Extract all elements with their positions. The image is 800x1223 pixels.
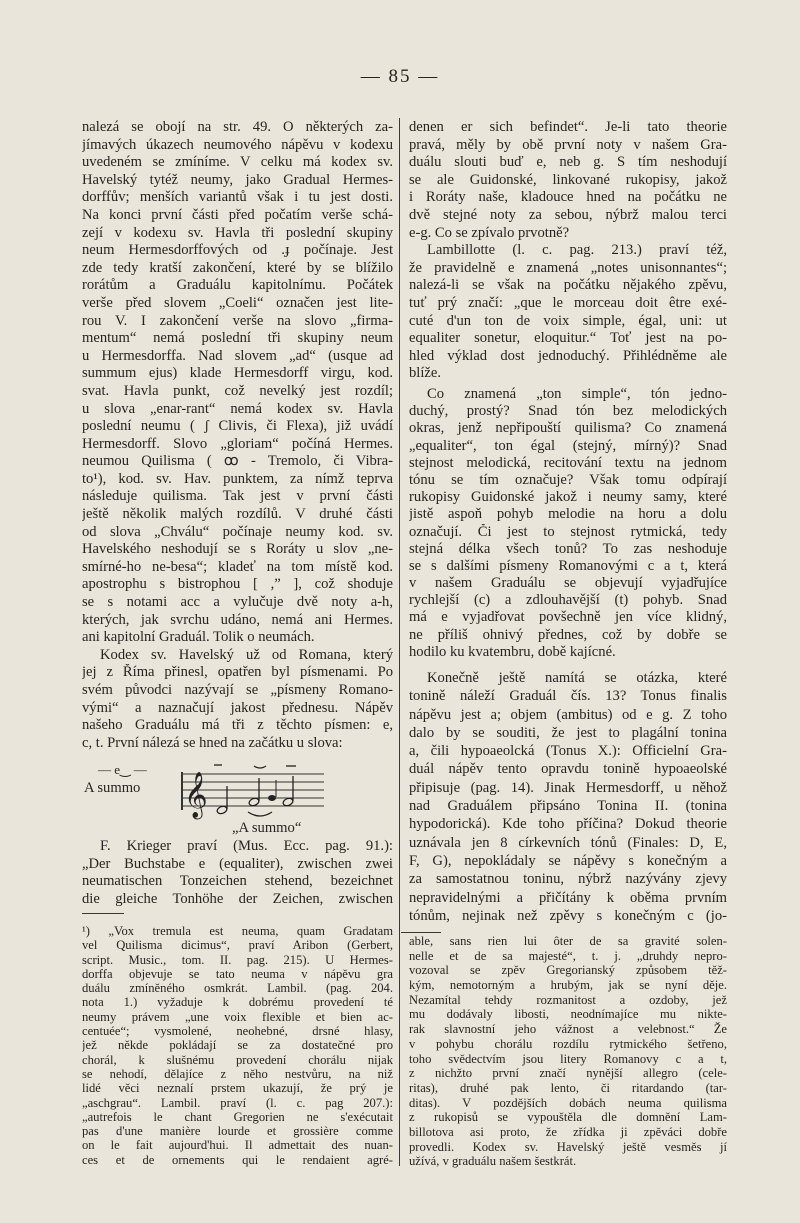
text-line: Na konci první části před počatím verše schá- — [82, 206, 393, 223]
text-line: verše před slovem „Coeli“ označen jest lite- — [82, 294, 393, 311]
text-line: denen er sich befindet“. Je-li tato theorie — [409, 119, 727, 135]
text-line: od slova „Chválu“ počínaje neumy kod. sv. — [82, 523, 393, 540]
text-line: našeho Graduálu má tři z těchto písmen: e, — [82, 717, 393, 734]
text-line: z nichžto první značí nynější allegro (cele- — [409, 1066, 727, 1081]
text-line: ritas), druhé pak lento, či ritardando (tar- — [409, 1080, 727, 1095]
text-line: F, G), nepokládaly se nápěvy s konečným a — [409, 852, 727, 869]
treble-clef-icon: 𝄞 — [184, 772, 208, 818]
text-line: že pravidelně e znamená „notes unisonnantes“; — [409, 259, 727, 276]
text-line: jistě aspoň pohyb melodie na horu a dolu — [409, 506, 727, 523]
text-line: poslední neumu ( ʃ Clivis, či Flexa), již uvádí — [82, 418, 393, 435]
text-line: ještě několik malých rozdílů. V druhé části — [82, 506, 393, 523]
text-line: připisuje (pag. 14). Jinak Hermesdorff, u něhož — [409, 779, 727, 796]
text-line: mu dodávaly libosti, neodnímajíce mu nikte- — [409, 1007, 727, 1022]
text-line: nepravidelnými a přičítány k oběma prvním — [409, 889, 727, 906]
text-line: neumy právem „une voix flexible et bien ac- — [82, 1009, 393, 1024]
text-line: nad Graduálem připsáno Tonina II. (tonina — [409, 798, 727, 815]
text-line: dorffův; menších variantů však i tu jest dosti. — [82, 189, 393, 206]
text-line: mentum“ nemá poslední tři skupiny neum — [82, 330, 393, 347]
text-line: dvě stejné noty za sebou, nýbrž malou terci — [409, 206, 727, 223]
text-line: ces et de ornements qui le rendaient agré- — [82, 1152, 393, 1167]
text-line: nalezá se obojí na str. 49. O některých za- — [82, 119, 393, 135]
text-line: tuť prý značí: „que le morceau doit être exé- — [409, 294, 727, 311]
text-line: rukopisy Guidonské jakož i neumy samy, které — [409, 489, 727, 506]
left-column-text — [82, 119, 393, 752]
neume-label: — e‿ — — [98, 762, 147, 777]
text-line: neum Hermesdorffových od .ɟ počínaje. Jest — [82, 242, 393, 259]
text-line: tónům, nejinak než zpěvy s konečným c (jo- — [409, 907, 727, 924]
text-line: zejí v kodexu sv. Havla tři poslední skupiny — [82, 224, 393, 241]
text-line: duálu slouti buď e, neb g. S tím neshodují — [409, 154, 727, 171]
text-line: pravá, měly by obě první noty v našem Gra- — [409, 136, 727, 153]
text-line: má e vyjadřovat povšechně jen více klidný, — [409, 609, 727, 626]
text-line: i Roráty naše, kladouce hned na počátku ne — [409, 189, 727, 206]
text-line: e-g. Co se zpívalo prvotně? — [409, 224, 570, 241]
text-line: se s notami acc a vylučuje dvě noty a-h, — [82, 594, 393, 611]
text-line: script. Music., tom. II. pag. 215). U Hermes- — [82, 952, 393, 967]
right-column-text-top — [409, 119, 727, 383]
text-line: „aschgrau“. Lambil. praví (l. c. pag 207.): — [82, 1095, 393, 1110]
text-line: užívá, v graduálu našem šestkrát. — [409, 1154, 577, 1169]
page-number: — 85 — — [360, 66, 440, 87]
text-line: smírné-ho ne-besa“; kladeť na tom místě kod. — [82, 558, 393, 575]
text-line: okras, jenž nepřipouští quilisma? Co znamená — [409, 420, 727, 437]
text-line: die gleiche Tonhöhe der Zeichen, zwischen — [82, 890, 393, 907]
text-line: Havelského neshodují se s Roráty u slov „ne- — [82, 541, 393, 558]
text-line: z rukopisů se vypouštěla dle domnění Lam- — [409, 1110, 727, 1125]
text-line: vými“ a naznačují jakost přednesu. Nápěv — [82, 699, 393, 716]
text-line: nota 1.) vyžaduje k dobrému provedení té — [82, 995, 393, 1010]
right-column-text-middle — [409, 386, 727, 661]
text-line: Nezamítal tehdy rozmanitost a ozdoby, jež — [409, 992, 727, 1007]
text-line: Co znamená „ton simple“, tón jedno- — [427, 386, 727, 402]
text-line: stejnost melodická, recitování textu na jednom — [409, 454, 727, 471]
text-line: dorffa objevuje se tato neuma v nápěvu gra — [82, 966, 393, 981]
text-line: vel Quilisma dicimus“, praví Aribon (Gerbert, — [82, 938, 393, 953]
footnote-left — [82, 924, 393, 1167]
krieger-quote — [82, 838, 393, 908]
text-line: uvedeném se zmíníme. V celku má kodex sv. — [82, 154, 393, 171]
text-line: u Hermesdorffa. Nad slovem „ad“ (usque ad — [82, 347, 393, 364]
text-line: hypodorická). Kde toho příčina? Dokud theorie — [409, 816, 727, 833]
text-line: c, t. První nálezá se hned na začátku u slova: — [82, 734, 343, 751]
text-line: able, sans rien lui ôter de sa gravité solen- — [409, 934, 727, 948]
footnote-rule-right — [401, 932, 441, 933]
text-line: uznávala jen 8 církevních tónů (Finales: D, E, — [409, 834, 727, 851]
text-line: Havelský tytéž neumy, jako Gradual Hermes- — [82, 171, 393, 188]
text-line: v našem Graduálu se objevují vyjadřujíce — [409, 575, 727, 592]
text-line: vozoval se zpěv Gregorianský způsobem těž- — [409, 963, 727, 978]
text-line: se nehodí, dělajíce z něho nestvůru, na niž — [82, 1066, 393, 1081]
footnote-rule-left — [82, 913, 124, 914]
text-line: to¹), kod. sv. Hav. punktem, za nímž teprva — [82, 470, 393, 487]
text-line: duchý, prostý? Snad tón bez melodických — [409, 403, 727, 420]
text-line: nelle et de sa majesté“, t. j. „druhdy nepro- — [409, 948, 727, 963]
music-example — [82, 760, 393, 838]
text-line: tonině náleží Graduál čís. 13? Tonus finalis — [409, 688, 727, 705]
text-line: v pohybu chorálu rozdílu rytmického šetřeno, — [409, 1036, 727, 1051]
text-line: svat. Havla punkt, což nevelký jest rozdíl; — [82, 382, 393, 399]
text-line: ani kapitolní Graduál. Tolik o neumách. — [82, 629, 315, 646]
text-line: „equaliter“, ton égal (stejný, mírný)? Snad — [409, 437, 727, 454]
text-line: jej z Říma přinesl, opatřen byl písmenami. Po — [82, 664, 393, 681]
text-line: se s dalšími písmeny Romanovými c a t, která — [409, 557, 727, 574]
text-line: hodilo ku kvatembru, době kajícné. — [409, 643, 616, 660]
text-line: rou V. I zakončení verše na slovo „firma- — [82, 312, 393, 329]
text-line: kterých, jak svrchu udáno, nemá ani Hermes. — [82, 611, 393, 628]
text-line: on le fait aujourd'hui. Il admettait des nuan- — [82, 1138, 393, 1153]
text-line: neumou Quilisma ( ꝏ - Tremolo, či Vibra- — [82, 453, 393, 470]
music-caption: „A summo“ — [232, 820, 302, 836]
text-line: provedli. Kodex sv. Havelský ještě vesměs jí — [409, 1139, 727, 1154]
text-line: svém původci nazývají se „písmeny Romano- — [82, 682, 393, 698]
text-line: „autrefois le chant Gregorien ne s'exécutait — [82, 1109, 393, 1124]
text-line: duál nápěv tento opravdu tonině hypoaeolské — [409, 761, 727, 778]
text-line: za samostatnou toninu, nýbrž nazývány zjevy — [409, 871, 727, 888]
text-line: ditas). V pozdějších dobách neuma quilisma — [409, 1095, 727, 1110]
neume-word: A summo — [84, 780, 141, 796]
text-line: Kodex sv. Havelský už od Romana, který — [100, 646, 393, 663]
text-line: ¹) „Vox tremula est neuma, quam Gradatam — [82, 924, 393, 938]
right-column-text-bottom — [409, 669, 727, 925]
text-line: u slova „enar-rant“ nemá kodex sv. Havla — [82, 400, 393, 417]
text-line: rychlejší (c) a zdlouhavější (t) pohyb. Snad — [409, 592, 727, 609]
text-line: toho svědectvím jsou litery Romanovy c a t, — [409, 1051, 727, 1066]
text-line: centuée“; vysmolené, neohebné, drsné hlasy, — [82, 1024, 393, 1039]
music-staff — [176, 762, 336, 824]
text-line: následuje quilisma. Tak jest v první části — [82, 488, 393, 505]
text-line: nalezá-li se však na počátku nějakého zpěvu, — [409, 277, 727, 294]
text-line: Lambillotte (l. c. pag. 213.) praví též, — [427, 242, 727, 259]
text-line: duálu zmíněného osmkrát. Lambil. (pag. 204. — [82, 981, 393, 996]
text-line: zde tedy kratší zakončení, které by se blížilo — [82, 259, 393, 276]
text-line: hled výklad dost jednoduchý. Přihlédněme ale — [409, 347, 727, 364]
text-line: rak slavnostní jeho vážnost a velebnost.“ Že — [409, 1022, 727, 1037]
text-line: apostrophu s bistrophou [ ,” ], což shoduje — [82, 576, 393, 593]
text-line: nápěvu jest a; objem (ambitus) od e g. Z toho — [409, 706, 727, 723]
footnote-right — [409, 934, 727, 1169]
text-line: summum ejus) klade Hermesdorff virgu, kod. — [82, 365, 393, 382]
text-line: stejná délka všech tonů? To zas neshoduje — [409, 540, 727, 557]
text-line: Hermesdorff. Slovo „gloriam“ počíná Hermes. — [82, 435, 393, 452]
text-line: cuté d'un ton de voix simple, égal, uni: ut — [409, 312, 727, 329]
text-line: equaliter sonetur, eloquitur.“ Toť jest na po- — [409, 330, 727, 347]
text-line: kým, nemotorným a hrubým, jak se nyní děje. — [409, 978, 727, 993]
text-line: F. Krieger praví (Mus. Ecc. pag. 91.): — [100, 838, 393, 854]
text-line: jež někde pokládají se za dostatečné pro — [82, 1038, 393, 1053]
text-line: jímavých úkazech neumového nápěvu v kodexu — [82, 136, 393, 153]
text-line: a, čili hypoaeolcká (Tonus X.): Officielní Gra- — [409, 743, 727, 760]
text-line: rorátům a Graduálu kapitolnímu. Počátek — [82, 277, 393, 294]
column-divider — [399, 118, 400, 1166]
text-line: se ale Guidonské, linkované rukopisy, jakož — [409, 171, 727, 188]
text-line: billotova asi proto, že zřídka ji zpěváci dobře — [409, 1124, 727, 1139]
text-line: pas d'une manière lourde et grossière comme — [82, 1124, 393, 1139]
text-line: označují. Či jest to stejnost rytmická, tedy — [409, 523, 727, 540]
text-line: ne příliš ohnivý přednes, což by dobře se — [409, 626, 727, 643]
text-line: chorál, k slušnému provedení chorálu nijak — [82, 1052, 393, 1067]
text-line: blíže. — [409, 365, 442, 382]
text-line: neumatischen Tonzeichen stehend, bezeichnet — [82, 873, 393, 890]
text-line: lidé věci neznalí prstem ukazují, že prý je — [82, 1081, 393, 1096]
text-line: „Der Buchstabe e (equaliter), zwischen zwei — [82, 855, 393, 872]
text-line: Konečně ještě namítá se otázka, které — [427, 670, 727, 686]
text-line: dalo by se souditi, že jest to plagální tonina — [409, 724, 727, 741]
text-line: tónu se tím označuje? Však tomu odpírají — [409, 471, 727, 488]
